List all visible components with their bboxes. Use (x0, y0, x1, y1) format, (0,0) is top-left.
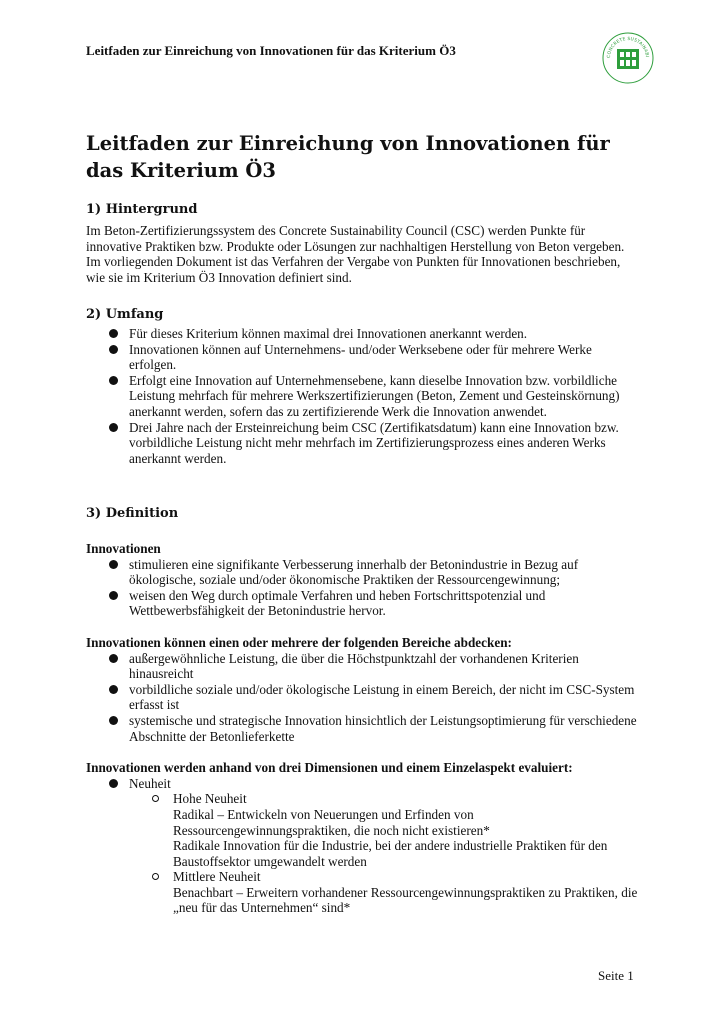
subheading: Innovationen (86, 541, 161, 556)
logo-text: CONCRETE SUSTAINABI (606, 36, 649, 59)
sub-item-text: Radikale Innovation für die Industrie, bei der andere industrielle Praktiken für den Baustoffsektor umgewandelt werden (173, 838, 608, 869)
sub-item-text: Benachbart – Erweitern vorhandener Ressourcengewinnungspraktiken zu Praktiken, die „neu für das Unternehmen“ sind* (173, 884, 638, 916)
document-title: Leitfaden zur Einreichung von Innovationen für das Kriterium Ö3 (86, 132, 610, 182)
list-item: stimulieren eine signifikante Verbesserung innerhalb der Betonindustrie in Bezug auf ökologische, soziale und/oder ökonomische Praktiken der Ressourcengewinnung; (86, 557, 642, 588)
list-item: Neuheit (86, 776, 642, 792)
list-item: Innovationen können auf Unternehmens- und/oder Werksebene oder für mehrere Werke erfolgen. (86, 342, 642, 373)
section-hintergrund (86, 201, 642, 285)
subheading: Innovationen können einen oder mehrere der folgenden Bereiche abdecken: (86, 634, 512, 650)
sub-item-title: Hohe Neuheit (173, 791, 247, 807)
section-heading: 1) Hintergrund (86, 202, 198, 217)
subheading: Innovationen werden anhand von drei Dimensionen und einem Einzelaspekt evaluiert: (86, 760, 573, 776)
list-item: außergewöhnliche Leistung, die über die Höchstpunktzahl der vorhandenen Kriterien hinausreicht (86, 651, 642, 682)
section-heading: 2) Umfang (86, 307, 164, 322)
list-item: vorbildliche soziale und/oder ökologische Leistung in einem Bereich, der nicht im CSC-System erfasst ist (86, 682, 642, 713)
list-item: Drei Jahre nach der Ersteinreichung beim CSC (Zertifikatsdatum) kann eine Innovation bzw. vorbildliche Leistung nicht mehr mehrfach im Zertifizierungsprozess eines anderen Werks anerkannt werden. (86, 420, 642, 467)
paragraph: Im Beton-Zertifizierungssystem des Concrete Sustainability Council (CSC) werden Punkte für innovative Praktiken bzw. Produkte oder Lösungen zur nachhaltigen Herstellung von Beton vergeben. Im vorliegenden Dokument ist das Verfahren der Vergabe von Punkten für Innovationen beschrieben, wie sie im Kriterium Ö3 Innovation definiert sind. (86, 223, 625, 285)
section-definition (86, 505, 642, 916)
list-item: systemische und strategische Innovation hinsichtlich der Leistungsoptimierung für verschiedene Abschnitte der Betonlieferkette (86, 713, 642, 744)
sub-item-text: Radikal – Entwickeln von Neuerungen und Erfinden von Ressourcengewinnungspraktiken, die noch nicht existieren* (173, 806, 490, 838)
section-heading: 3) Definition (86, 506, 179, 521)
list-item: weisen den Weg durch optimale Verfahren und heben Fortschrittspotenzial und Wettbewerbsfähigkeit der Betonindustrie hervor. (86, 588, 642, 619)
section-umfang (86, 306, 642, 466)
sub-list-item (86, 791, 642, 869)
sub-item-title: Mittlere Neuheit (173, 869, 261, 885)
sub-list-item (86, 869, 642, 916)
list-item: Erfolgt eine Innovation auf Unternehmensebene, kann dieselbe Innovation bzw. vorbildliche Leistung mehrfach für mehrere Werkszertifizierungen (Beton, Zement und Gesteinskörnung) anerkannt werden, sofern das zu zertifizierende Werk die Innovation anwendet. (86, 373, 642, 420)
csc-logo (602, 32, 654, 84)
running-header: Leitfaden zur Einreichung von Innovationen für das Kriterium Ö3 (86, 43, 456, 58)
page-number: Seite 1 (598, 968, 634, 983)
list-item: Für dieses Kriterium können maximal drei Innovationen anerkannt werden. (86, 326, 642, 342)
